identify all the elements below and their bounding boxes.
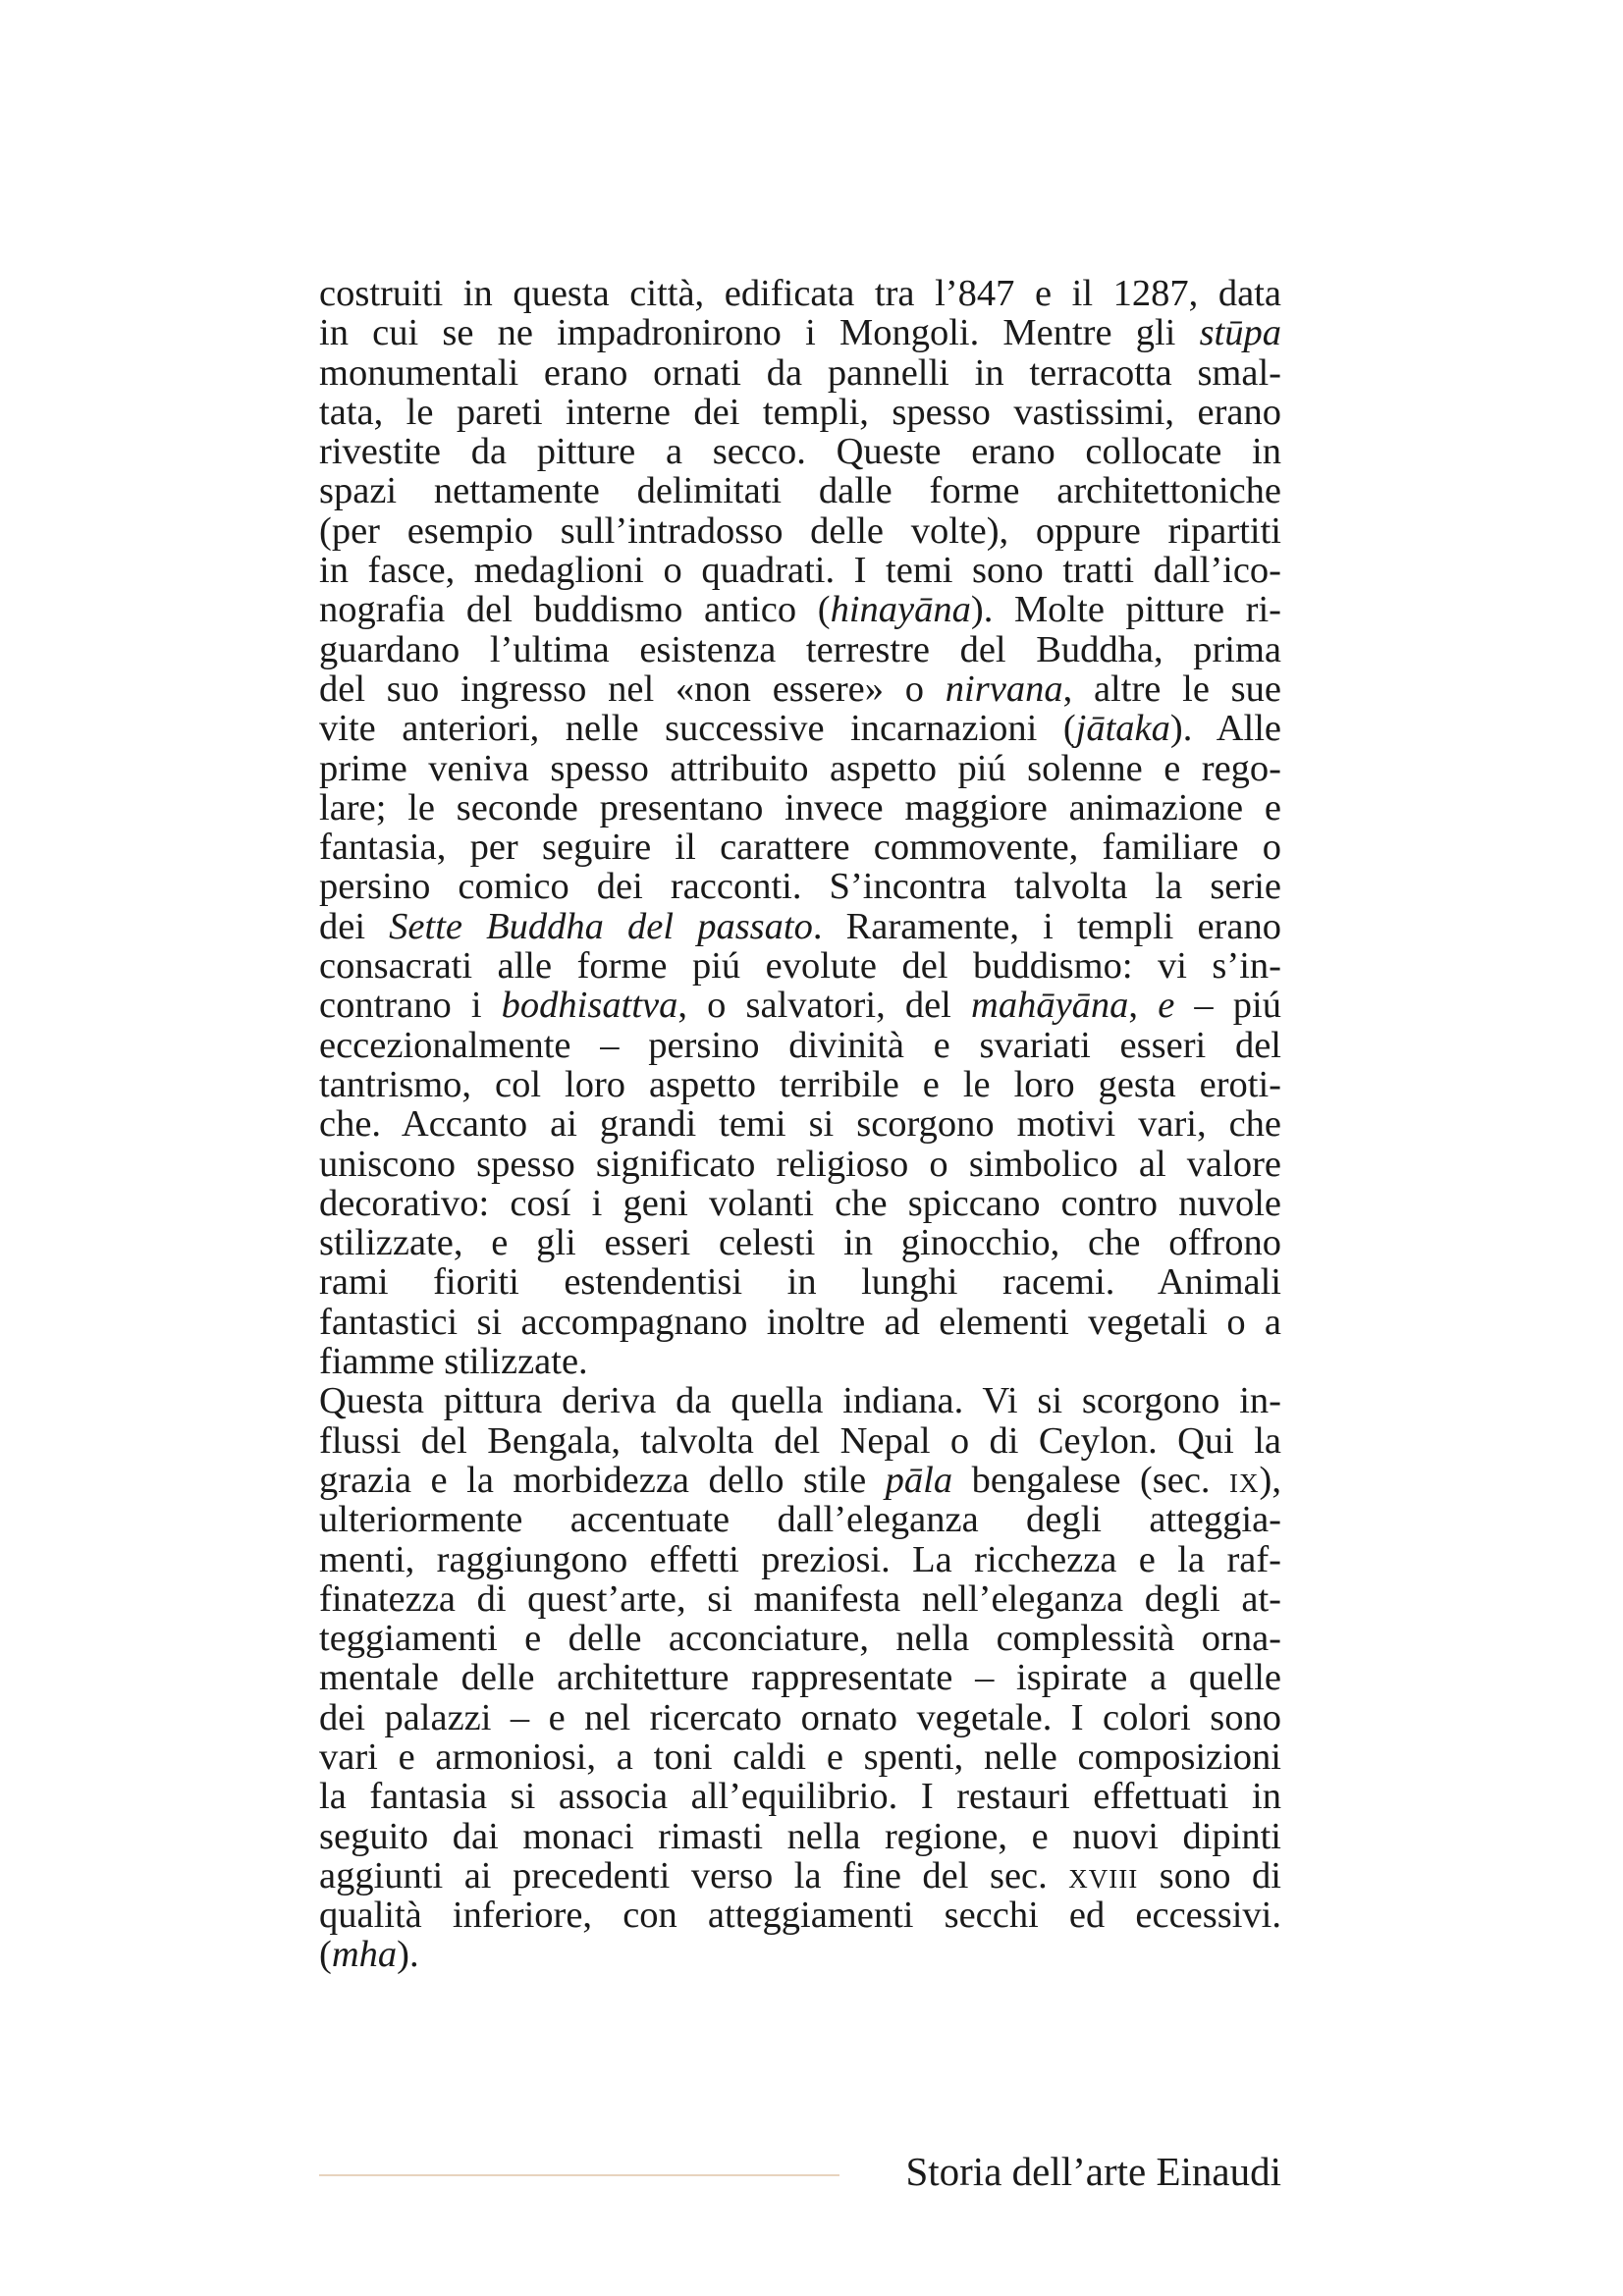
text-line: [319, 1935, 1281, 1974]
text-line: [319, 1579, 1281, 1619]
text-line: [319, 1104, 1281, 1144]
text-run: (per esempio sull’intradosso delle volte), oppure ripartiti: [319, 509, 1281, 552]
italic-term: stūpa: [1199, 312, 1281, 354]
text-run: persino comico dei racconti. S’incontra talvolta la serie: [319, 866, 1281, 908]
text-run: finatezza di quest’arte, si manifesta nell’eleganza degli at-: [319, 1577, 1281, 1620]
text-line: [319, 393, 1281, 432]
text-line: [319, 867, 1281, 906]
text-line: [319, 1223, 1281, 1262]
text-line: [319, 1817, 1281, 1856]
text-run: ). Molte pitture ri-: [970, 589, 1281, 631]
text-run: in fasce, medaglioni o quadrati. I temi sono tratti dall’ico-: [319, 550, 1281, 592]
text-run: ),: [1259, 1459, 1281, 1501]
text-run: vite anteriori, nelle successive incarnazioni (: [319, 708, 1076, 750]
text-line: [319, 432, 1281, 471]
text-run: la fantasia si associa all’equilibrio. I restauri effettuati in: [319, 1776, 1281, 1818]
text-run: del suo ingresso nel «non essere» o: [319, 667, 946, 710]
text-run: dei palazzi – e nel ricercato ornato vegetale. I colori sono: [319, 1696, 1281, 1738]
text-line: [319, 1619, 1281, 1658]
text-run: teggiamenti e delle acconciature, nella complessità orna-: [319, 1618, 1281, 1660]
text-run: (: [319, 1934, 332, 1976]
text-run: grazia e la morbidezza dello stile: [319, 1459, 886, 1501]
page-footer: [319, 2148, 1281, 2195]
text-run: fantasia, per seguire il carattere commovente, familiare o: [319, 827, 1281, 869]
italic-term: mahāyāna: [971, 985, 1129, 1027]
italic-term: nirvana: [945, 667, 1063, 710]
text-line: [319, 1698, 1281, 1737]
text-run: contrano i: [319, 985, 502, 1027]
text-run: aggiunti ai precedenti verso la fine del sec.: [319, 1854, 1069, 1896]
italic-term: mha: [331, 1934, 398, 1976]
text-line: [319, 1540, 1281, 1579]
text-line: [319, 749, 1281, 788]
text-run: seguito dai monaci rimasti nella regione, e nuovi dipinti: [319, 1815, 1281, 1857]
italic-term: hinayāna: [830, 589, 971, 631]
text-line: [319, 1303, 1281, 1342]
text-run: ). Alle: [1169, 708, 1281, 750]
text-run: qualità inferiore, con atteggiamenti secchi ed eccessivi.: [319, 1895, 1281, 1937]
text-line: [319, 630, 1281, 669]
text-line: [319, 1342, 1281, 1381]
text-run: monumentali erano ornati da pannelli in terracotta smal-: [319, 351, 1281, 394]
text-line: [319, 828, 1281, 867]
text-line: [319, 1500, 1281, 1539]
italic-term: jātaka: [1075, 708, 1170, 750]
text-line: [319, 1026, 1281, 1065]
text-run: flussi del Bengala, talvolta del Nepal o di Ceylon. Qui la: [319, 1419, 1281, 1462]
text-line: [319, 1737, 1281, 1777]
text-line: [319, 1381, 1281, 1420]
italic-term: Sette Buddha del passato: [389, 905, 813, 947]
text-line: [319, 511, 1281, 551]
text-line: [319, 669, 1281, 709]
text-run: in cui se ne impadronirono i Mongoli. Mentre gli: [319, 312, 1200, 354]
text-line: [319, 1896, 1281, 1935]
text-line: [319, 1262, 1281, 1302]
text-line: [319, 1658, 1281, 1697]
text-line: [319, 274, 1281, 313]
text-line: [319, 1777, 1281, 1816]
text-run: lare; le seconde presentano invece maggiore animazione e: [319, 786, 1281, 828]
text-run: rami fioriti estendentisi in lunghi racemi. Animali: [319, 1261, 1281, 1304]
footer-rule: [319, 2174, 839, 2176]
italic-term: e: [1158, 985, 1175, 1027]
text-run: Questa pittura deriva da quella indiana. Vi si scorgono in-: [319, 1380, 1281, 1422]
text-run: dei: [319, 905, 390, 947]
text-line: [319, 551, 1281, 590]
text-run: spazi nettamente delimitati dalle forme architettoniche: [319, 470, 1281, 512]
text-line: [319, 946, 1281, 986]
text-line: [319, 1145, 1281, 1184]
text-run: nografia del buddismo antico (: [319, 589, 831, 631]
text-run: uniscono spesso significato religioso o simbolico al valore: [319, 1143, 1281, 1185]
text-run: ).: [397, 1934, 419, 1976]
text-line: [319, 788, 1281, 828]
text-line: [319, 709, 1281, 748]
text-run: vari e armoniosi, a toni caldi e spenti, nelle composizioni: [319, 1735, 1281, 1778]
text-run: che. Accanto ai grandi temi si scorgono motivi vari, che: [319, 1103, 1281, 1146]
roman-numeral: ix: [1229, 1459, 1260, 1501]
text-run: eccezionalmente – persino divinità e svariati esseri del: [319, 1024, 1281, 1066]
text-run: consacrati alle forme piú evolute del buddismo: vi s’in-: [319, 945, 1281, 988]
text-line: [319, 986, 1281, 1025]
italic-term: bodhisattva: [501, 985, 678, 1027]
text-line: [319, 590, 1281, 629]
text-run: fiamme stilizzate.: [319, 1341, 588, 1383]
text-line: [319, 313, 1281, 352]
text-run: ulteriormente accentuate dall’eleganza degli atteggia-: [319, 1499, 1281, 1541]
footer-title: Storia dell’arte Einaudi: [905, 2149, 1281, 2194]
text-line: [319, 471, 1281, 510]
text-run: guardano l’ultima esistenza terrestre del Buddha, prima: [319, 628, 1281, 670]
text-run: menti, raggiungono effetti preziosi. La ricchezza e la raf-: [319, 1538, 1281, 1580]
text-run: ,: [1128, 985, 1159, 1027]
text-run: costruiti in questa città, edificata tra l’847 e il 1287, data: [319, 273, 1281, 314]
text-run: tata, le pareti interne dei templi, spesso vastissimi, erano: [319, 391, 1281, 433]
text-line: [319, 1184, 1281, 1223]
text-run: rivestite da pitture a secco. Queste erano collocate in: [319, 431, 1281, 473]
text-run: sono di: [1138, 1854, 1281, 1896]
text-run: . Raramente, i templi erano: [812, 905, 1281, 947]
text-run: fantastici si accompagnano inoltre ad elementi vegetali o a: [319, 1301, 1281, 1343]
text-run: tantrismo, col loro aspetto terribile e le loro gesta eroti-: [319, 1063, 1281, 1105]
text-line: [319, 353, 1281, 393]
roman-numeral: xviii: [1068, 1854, 1139, 1896]
text-line: [319, 1856, 1281, 1896]
text-line: [319, 1421, 1281, 1461]
text-run: stilizzate, e gli esseri celesti in ginocchio, che offrono: [319, 1222, 1281, 1264]
body-text: [319, 274, 1281, 1975]
text-run: , altre le sue: [1062, 667, 1281, 710]
text-run: bengalese (sec.: [952, 1459, 1230, 1501]
text-run: – piú: [1174, 985, 1282, 1027]
text-run: , o salvatori, del: [677, 985, 972, 1027]
text-run: prime veniva spesso attribuito aspetto piú solenne e rego-: [319, 747, 1281, 789]
text-line: [319, 1461, 1281, 1500]
text-line: [319, 1065, 1281, 1104]
text-run: decorativo: cosí i geni volanti che spiccano contro nuvole: [319, 1182, 1281, 1224]
text-run: mentale delle architetture rappresentate – ispirate a quelle: [319, 1657, 1281, 1699]
text-line: [319, 907, 1281, 946]
italic-term: pāla: [885, 1459, 953, 1501]
